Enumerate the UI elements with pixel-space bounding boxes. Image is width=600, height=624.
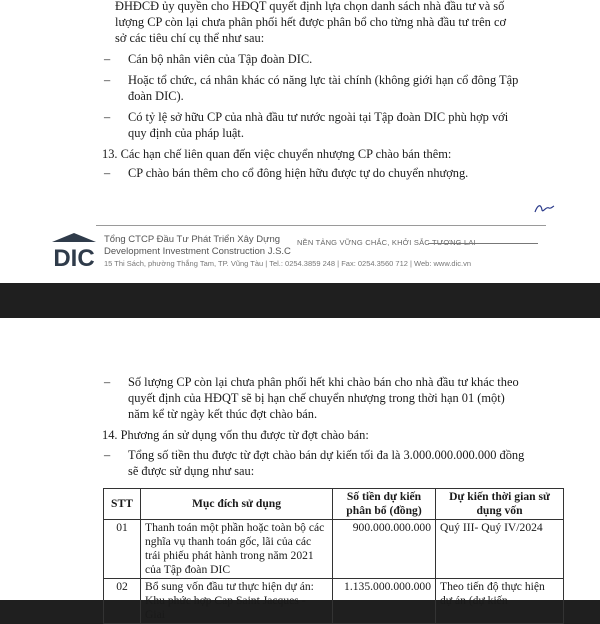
cell-amount: 900.000.000.000 bbox=[333, 520, 436, 579]
company-name-vn: Tổng CTCP Đầu Tư Phát Triển Xây Dựng bbox=[104, 234, 281, 245]
bullet-text: quy định của pháp luật. bbox=[128, 126, 244, 140]
company-slogan: NỀN TẢNG VỮNG CHẮC, KHỞI SẮC TƯƠNG LAI bbox=[297, 238, 476, 247]
paragraph-line: lượng CP còn lại chưa phân phối hết được phân bổ cho từng nhà đầu tư trên cơ bbox=[115, 15, 507, 29]
bullet-text: Tổng số tiền thu được từ đợt chào bán dự kiến tối đa là 3.000.000.000.000 đồng bbox=[128, 448, 525, 462]
document-page-1 bbox=[0, 0, 600, 283]
bullet-text: sẽ được sử dụng như sau: bbox=[128, 464, 255, 478]
bullet-dash: – bbox=[104, 166, 111, 180]
bullet-text: Số lượng CP còn lại chưa phân phối hết khi chào bán cho nhà đầu tư khác theo bbox=[128, 375, 519, 389]
header-purpose: Mục đích sử dụng bbox=[141, 489, 333, 520]
section-heading: 14. Phương án sử dụng vốn thu được từ đợt chào bán: bbox=[102, 428, 369, 442]
logo-text: DIC bbox=[53, 245, 95, 270]
bullet-text: Hoặc tổ chức, cá nhân khác có năng lực tài chính (không giới hạn cổ đông Tập bbox=[128, 73, 519, 87]
slogan-rule bbox=[428, 243, 538, 244]
cell-time: Quý III- Quý IV/2024 bbox=[436, 520, 564, 579]
cell-time: Theo tiến độ thực hiện dự án (dự kiến bbox=[436, 579, 564, 624]
header-stt: STT bbox=[104, 489, 141, 520]
bullet-dash: – bbox=[104, 110, 111, 124]
dic-logo bbox=[50, 232, 98, 270]
header-time: Dự kiến thời gian sử dụng vốn bbox=[436, 489, 564, 520]
bullet-dash: – bbox=[104, 52, 111, 66]
table-row bbox=[104, 579, 564, 624]
company-name-en: Development Investment Construction J.S.C bbox=[104, 246, 291, 257]
cell-purpose: Thanh toán một phần hoặc toàn bộ các nghĩa vụ thanh toán gốc, lãi của các trái phiếu phát hành trong năm 2021 của Tập đoàn DIC bbox=[141, 520, 333, 579]
cell-amount: 1.135.000.000.000 bbox=[333, 579, 436, 624]
initials-signature bbox=[533, 200, 555, 216]
bullet-text: CP chào bán thêm cho cổ đông hiện hữu được tự do chuyển nhượng. bbox=[128, 166, 469, 180]
bullet-text: Có tỷ lệ sở hữu CP của nhà đầu tư nước ngoài tại Tập đoàn DIC phù hợp với bbox=[128, 110, 509, 124]
bullet-text: năm kể từ ngày kết thúc đợt chào bán. bbox=[128, 407, 318, 421]
header-amount: Số tiền dự kiến phân bổ (đồng) bbox=[333, 489, 436, 520]
cell-stt: 02 bbox=[104, 579, 141, 624]
bullet-text: quyết định của HĐQT sẽ bị hạn chế chuyển nhượng trong thời hạn 01 (một) bbox=[128, 391, 505, 405]
cell-purpose: Bổ sung vốn đầu tư thực hiện dự án: Khu phức hợp Cap Saint Jacques - Giai bbox=[141, 579, 333, 624]
paragraph-line: ĐHĐCĐ ủy quyền cho HĐQT quyết định lựa chọn danh sách nhà đầu tư và số bbox=[115, 0, 505, 13]
section-heading: 13. Các hạn chế liên quan đến việc chuyển nhượng CP chào bán thêm: bbox=[102, 147, 452, 161]
footer-divider bbox=[96, 225, 546, 226]
bullet-dash: – bbox=[104, 448, 111, 462]
capital-allocation-table bbox=[103, 488, 564, 624]
paragraph-line: sở các tiêu chí cụ thể như sau: bbox=[115, 31, 265, 45]
table-header-row bbox=[104, 489, 564, 520]
bullet-dash: – bbox=[104, 375, 111, 389]
bullet-text: Cán bộ nhân viên của Tập đoàn DIC. bbox=[128, 52, 313, 66]
bullet-text: đoàn DIC). bbox=[128, 89, 184, 103]
cell-stt: 01 bbox=[104, 520, 141, 579]
table-row bbox=[104, 520, 564, 579]
company-contact: 15 Thi Sách, phường Thắng Tam, TP. Vũng Tàu | Tel.: 0254.3859 248 | Fax: 0254.3560 712 | Web: www.dic.vn bbox=[104, 259, 471, 268]
bullet-dash: – bbox=[104, 73, 111, 87]
